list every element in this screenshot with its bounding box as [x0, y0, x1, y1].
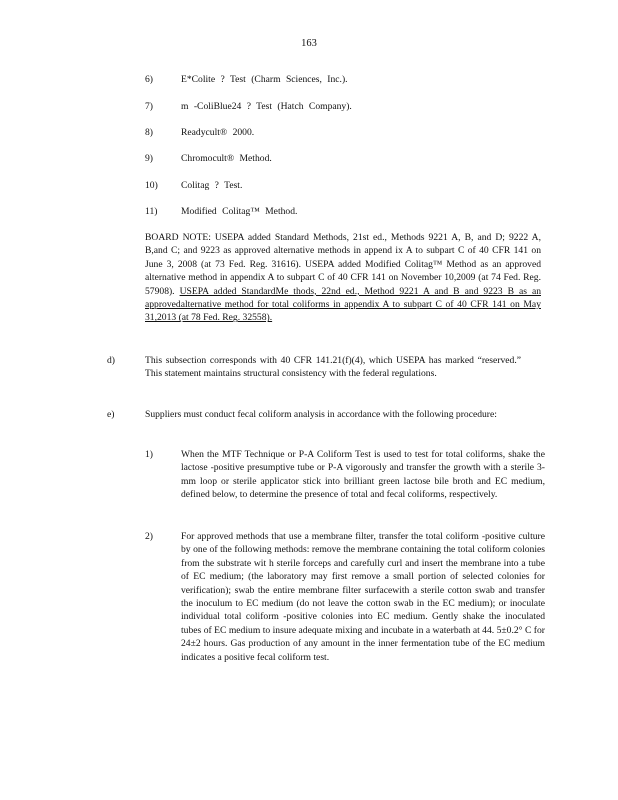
page-number: 163	[301, 38, 317, 49]
subsection-e-label: e)	[107, 409, 115, 420]
step-text: When the MTF Technique or P-A Coliform Test is used to test for total coliforms, shake the lactose -positive presumptive tube or P-A vigorously and transfer the growth with a sterile 3-mm loop or sterile applicator stick into brilliant green lactose bile broth and EC medium, defined below, to determine the presence of total and fecal coliforms, respectively.	[181, 449, 545, 501]
list-item-number: 11)	[145, 206, 158, 217]
list-item-text: Chromocult® Method.	[181, 153, 272, 164]
board-note-text: BOARD NOTE: USEPA added Standard Methods, 21st ed., Methods 9221 A, B, and D; 9222 A, B,and C; and 9223 as approved alternative methods in append ix A to subpart C of 40 CFR 141 on June 3, 2008 (at 73 Fed. Reg. 31616). USEPA added Modified Colitag™ Method as an approved alternative method in appendix A to subpart C of 40 CFR 141 on November 10,2009 (at 74 Fed. Reg. 57908).	[145, 232, 541, 297]
list-item-number: 9)	[145, 153, 153, 164]
subsection-e-text: Suppliers must conduct fecal coliform analysis in accordance with the following procedure:	[145, 409, 497, 420]
subsection-d-label: d)	[107, 355, 115, 366]
list-item-text: Readycult® 2000.	[181, 127, 255, 138]
board-note	[145, 231, 541, 325]
list-item-number: 8)	[145, 127, 153, 138]
list-item	[145, 100, 545, 114]
list-item-number: 10)	[145, 180, 158, 191]
step-number: 2)	[145, 531, 153, 542]
board-note-amendment: USEPA added StandardMe thods, 22nd ed., Method 9221 A and B and 9223 B as an approvedalternative method for total coliforms in appendix A to subpart C of 40 CFR 141 on May 31,2013 (at 78 Fed. Reg. 32558).	[145, 285, 541, 324]
list-item-text: Colitag ? Test.	[181, 180, 243, 191]
list-item-text: Modified Colitag™ Method.	[181, 206, 298, 217]
list-item	[145, 152, 545, 166]
list-item-text: E*Colite ? Test (Charm Sciences, Inc.).	[181, 74, 348, 85]
subsection-d-text: This subsection corresponds with 40 CFR 141.21(f)(4), which USEPA has marked “reserved.” This statement maintains structural consistency with the federal regulations.	[145, 355, 521, 380]
list-item	[145, 205, 545, 219]
list-item	[145, 73, 545, 87]
list-item-number: 6)	[145, 74, 153, 85]
list-item-number: 7)	[145, 101, 153, 112]
list-item	[145, 126, 545, 140]
step-text: For approved methods that use a membrane filter, transfer the total coliform -positive culture by one of the following methods: remove the membrane containing the total coliform colonies from the substrate wit h sterile forceps and carefully curl and insert the membrane into a tube of EC medium; (the laboratory may first remove a small portion of selected colonies for verification); swab the entire membrane filter surfacewith a sterile cotton swab and transfer the inoculum to EC medium (do not leave the cotton swab in the EC medium); or inoculate individual total coliform -positive colonies into EC medium. Gently shake the inoculated tubes of EC medium to insure adequate mixing and incubate in a waterbath at 44. 5±0.2° C for 24±2 hours. Gas production of any amount in the inner fermentation tube of the EC medium indicates a positive fecal coliform test.	[181, 531, 545, 663]
list-item-text: m -ColiBlue24 ? Test (Hatch Company).	[181, 101, 352, 112]
step-number: 1)	[145, 449, 153, 460]
list-item	[145, 179, 545, 193]
